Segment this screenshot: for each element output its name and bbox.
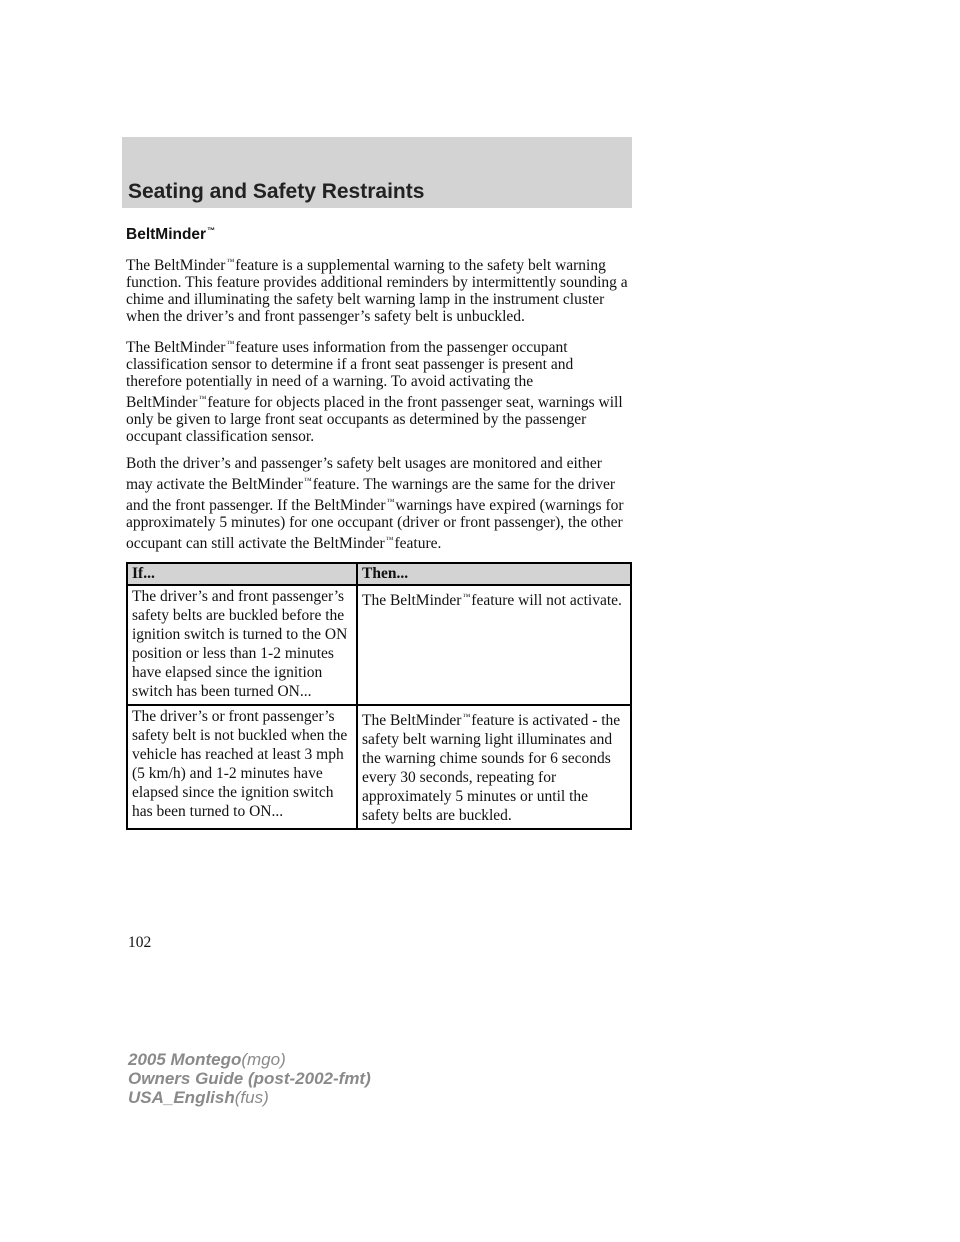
- paragraph-text: feature is a supplemental warning to the safety belt warning function. This feature provides additional reminders by intermittently sounding a chime and illuminating the safety belt warning lamp in the instrument cluster when the driver’s and front passenger’s safety belt is unbuckled.: [126, 257, 628, 325]
- table-header-then: Then...: [357, 563, 631, 585]
- trademark-symbol: ™: [462, 592, 471, 601]
- paragraph-2: [126, 335, 632, 445]
- footer-language: USA_English: [128, 1088, 235, 1107]
- page-content: [126, 226, 632, 830]
- trademark-symbol: ™: [303, 476, 312, 485]
- trademark-symbol: ™: [198, 394, 207, 403]
- cell-text: The BeltMinder: [362, 592, 462, 609]
- trademark-symbol: ™: [226, 339, 235, 348]
- table-header-row: [127, 563, 631, 585]
- table-cell-if: The driver’s and front passenger’s safety belts are buckled before the ignition switch is turned to the ON position or less than 1-2 minutes have elapsed since the ignition switch has been turned ON...: [127, 585, 357, 705]
- if-then-table: [126, 562, 632, 830]
- footer-line-1: [128, 1050, 371, 1069]
- table-cell-then: [357, 585, 631, 705]
- page-number: 102: [128, 934, 152, 951]
- cell-text: The BeltMinder: [362, 712, 462, 729]
- beltminder-heading-text: BeltMinder: [126, 226, 207, 243]
- paragraph-text: The BeltMinder: [126, 257, 226, 274]
- cell-text: feature will not activate.: [471, 592, 622, 609]
- beltminder-heading: [126, 226, 632, 244]
- trademark-symbol: ™: [385, 535, 394, 544]
- section-title: Seating and Safety Restraints: [128, 180, 425, 203]
- paragraph-text: warnings have expired (warnings for approximately 5 minutes) for one occupant (driver or front passenger), the other occupant can still activate the BeltMinder: [126, 497, 624, 552]
- footer-language-code: (fus): [234, 1088, 269, 1107]
- footer-guide-name: Owners Guide (post-2002-fmt): [128, 1069, 371, 1088]
- paragraph-text: The BeltMinder: [126, 339, 226, 356]
- trademark-symbol: ™: [462, 712, 471, 721]
- footer-model-code: (mgo): [241, 1050, 286, 1069]
- table-row: [127, 705, 631, 829]
- paragraph-text: feature for objects placed in the front passenger seat, warnings will only be given to large front seat occupants as determined by the passenger occupant classification sensor.: [126, 394, 623, 445]
- paragraph-1: [126, 253, 632, 325]
- table-cell-then: [357, 705, 631, 829]
- table-header-if: If...: [127, 563, 357, 585]
- footer-line-3: [128, 1088, 371, 1107]
- paragraph-text: feature uses information from the passenger occupant classification sensor to determine if a front seat passenger is present and therefore potentially in need of a warning. To avoid activating the BeltMinder: [126, 339, 574, 411]
- trademark-symbol: ™: [386, 497, 395, 506]
- paragraph-text: Both the driver’s and passenger’s safety belt usages are monitored and either may activate the BeltMinder: [126, 455, 602, 493]
- cell-text: feature is activated - the safety belt warning light illuminates and the warning chime sounds for 6 seconds every 30 seconds, repeating for approximately 5 minutes or until the safety belts are buckled.: [362, 712, 621, 824]
- trademark-symbol: ™: [207, 226, 216, 235]
- table-row: [127, 585, 631, 705]
- trademark-symbol: ™: [226, 257, 235, 266]
- paragraph-text: feature. The warnings are the same for the driver and the front passenger. If the BeltMinder: [126, 476, 616, 514]
- paragraph-text: feature.: [394, 535, 442, 552]
- footer-model: 2005 Montego: [128, 1050, 242, 1069]
- paragraph-3: [126, 455, 632, 552]
- document-footer: [128, 1050, 371, 1107]
- table-cell-if: The driver’s or front passenger’s safety belt is not buckled when the vehicle has reached at least 3 mph (5 km/h) and 1-2 minutes have elapsed since the ignition switch has been turned to ON...: [127, 705, 357, 829]
- footer-line-2: [128, 1069, 371, 1088]
